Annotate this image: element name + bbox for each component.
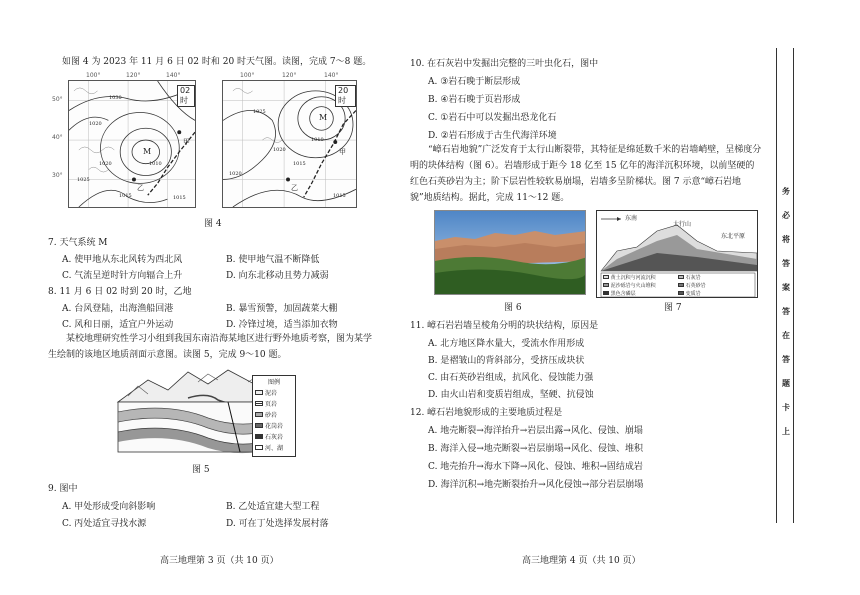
q10-stem: 10. 在石灰岩中发掘出完整的三叶虫化石，图中 [410, 59, 599, 69]
binding-line-left [776, 48, 777, 523]
binding-char: 答 [782, 306, 790, 316]
lon-label: 120° [126, 72, 141, 79]
map-time-label: 02时 [177, 85, 195, 107]
weather-map-02 [68, 80, 196, 208]
q11-option-b[interactable]: B. 是褶皱山的背斜部分，受挤压成块状 [428, 356, 585, 366]
fig7-caption: 图 7 [664, 303, 682, 313]
left-page-footer: 高三地理第 3 页（共 10 页） [160, 556, 279, 566]
q9-stem: 9. 图中 [48, 484, 78, 494]
taihang-label: 太行山 [673, 221, 692, 228]
q9-option-c[interactable]: C. 丙处适宜寻找水源 [62, 519, 147, 529]
q11-option-d[interactable]: D. 由火山岩和变质岩组成，坚硬、抗侵蚀 [428, 390, 594, 400]
isobar-label: 1015 [173, 195, 186, 201]
symbol-m: M [319, 113, 328, 122]
legend-item: 泥沙砾岩与火山堆积 [603, 282, 678, 289]
binding-char: 必 [782, 210, 790, 220]
legend-item: 黄土沉积与河流沉积 [603, 274, 678, 281]
lon-label: 140° [324, 72, 339, 79]
isobar-label: 1020 [273, 147, 286, 153]
legend-item: 泥岩 [255, 388, 293, 397]
q11-stem: 11. 嶂石岩岩墙呈棱角分明的块状结构，原因是 [410, 321, 599, 331]
isobar-label: 1020 [229, 171, 242, 177]
isobar-label: 1030 [109, 95, 122, 101]
isobar-label: 1025 [253, 109, 266, 115]
symbol-m: M [143, 147, 152, 156]
q8-stem: 8. 11 月 6 日 02 时到 20 时，乙地 [48, 287, 192, 297]
legend-item: 变质岩 [678, 290, 753, 297]
binding-char: 在 [782, 330, 790, 340]
symbol-yi: 乙 [291, 184, 298, 192]
plain-label: 东北平原 [721, 233, 746, 240]
q9-option-d[interactable]: D. 可在丁处选择发展村落 [226, 519, 329, 529]
symbol-jia: 甲 [339, 148, 346, 156]
isobar-label: 1010 [311, 137, 324, 143]
q7-option-a[interactable]: A. 使甲地从东北风转为西北风 [62, 255, 183, 265]
lat-label: 40° [52, 134, 63, 141]
fig7-section [596, 210, 758, 298]
q10-option-a[interactable]: A. ③岩石晚于断层形成 [428, 77, 521, 87]
q10-option-b[interactable]: B. ④岩石晚于页岩形成 [428, 95, 521, 105]
right-page-footer: 高三地理第 4 页（共 10 页） [522, 556, 641, 566]
q7-option-c[interactable]: C. 气流呈逆时针方向辐合上升 [62, 271, 183, 281]
lon-label: 140° [166, 72, 181, 79]
q12-option-d[interactable]: D. 海洋沉积→地壳断裂抬升→风化侵蚀→部分岩层崩塌 [428, 480, 644, 490]
lat-label: 30° [52, 172, 63, 179]
q10-option-c[interactable]: C. ①岩石中可以发掘出恐龙化石 [428, 113, 557, 123]
fig6-caption: 图 6 [504, 303, 522, 313]
q8-option-a[interactable]: A. 台风登陆，出海渔船回港 [62, 304, 174, 314]
binding-line-right [793, 48, 794, 523]
isobar-label: 1015 [119, 193, 132, 199]
fig5-caption: 图 5 [192, 465, 210, 475]
isobar-label: 1010 [149, 161, 162, 167]
binding-char: 答 [782, 258, 790, 268]
fig7-legend [603, 274, 753, 297]
q11-option-a[interactable]: A. 北方地区降水量大，受流水作用形成 [428, 339, 585, 349]
binding-char: 案 [782, 282, 790, 292]
q10-option-d[interactable]: D. ②岩石形成于古生代海洋环境 [428, 131, 557, 141]
lon-label: 120° [282, 72, 297, 79]
legend-item: 石英砂岩 [678, 282, 753, 289]
weather-map-20 [222, 80, 357, 208]
binding-char: 卡 [782, 402, 790, 412]
fig4-caption: 图 4 [204, 219, 222, 229]
binding-char: 务 [782, 186, 790, 196]
legend-item: 花岗岩 [255, 421, 293, 430]
q12-option-b[interactable]: B. 海洋入侵→地壳断裂→岩层崩塌→风化、侵蚀、堆积 [428, 444, 643, 454]
legend-item: 黑色含磷层 [603, 290, 678, 297]
isobar-label: 1020 [89, 121, 102, 127]
lat-label: 50° [52, 96, 63, 103]
symbol-jia: 甲 [183, 138, 190, 146]
legend-item: 砂岩 [255, 410, 293, 419]
q11-option-c[interactable]: C. 由石英砂岩组成，抗风化、侵蚀能力强 [428, 373, 594, 383]
symbol-yi: 乙 [137, 184, 144, 192]
isobar-label: 1020 [99, 161, 112, 167]
fig5-legend [252, 375, 296, 457]
q9-option-b[interactable]: B. 乙处适宜建大型工程 [226, 502, 320, 512]
q7-option-d[interactable]: D. 向东北移动且势力减弱 [226, 271, 329, 281]
binding-char: 答 [782, 354, 790, 364]
legend-item: 河、湖 [255, 443, 293, 452]
intro-q11-12: “嶂石岩地貌”广泛发育于太行山断裂带，其特征是绵延数千米的岩墙峭壁，呈梯度分明的块体结构（图 6）。岩墙形成于距今 18 亿至 15 亿年的海洋沉积环境，以前坚硬的红色石英砂岩为主；阶下层岩性较软易崩塌，岩墙多呈阶梯状。图 7 示意“嶂石岩地貌”地质结构。据此，完成 11～12 题。 [410, 145, 762, 203]
binding-char: 上 [782, 426, 790, 436]
q8-option-c[interactable]: C. 风和日丽，适宜户外运动 [62, 320, 174, 330]
q12-option-c[interactable]: C. 地壳抬升→海水下降→风化、侵蚀、堆积→固结成岩 [428, 462, 643, 472]
legend-item: 石灰岩 [255, 432, 293, 441]
q9-option-a[interactable]: A. 甲处形成受向斜影响 [62, 502, 156, 512]
binding-char: 将 [782, 234, 790, 244]
q7-stem: 7. 天气系统 M [48, 238, 108, 248]
intro-q7-8: 如图 4 为 2023 年 11 月 6 日 02 时和 20 时天气图。读图，完成 7～8 题。 [62, 57, 372, 67]
isobar-label: 1015 [293, 161, 306, 167]
q12-stem: 12. 嶂石岩地貌形成的主要地质过程是 [410, 408, 563, 418]
fig6-photo [434, 210, 586, 295]
isobar-label: 1025 [77, 177, 90, 183]
q12-option-a[interactable]: A. 地壳断裂→海洋抬升→岩层出露→风化、侵蚀、崩塌 [428, 426, 643, 436]
legend-item: 石灰岩 [678, 274, 753, 281]
legend-title: 图例 [267, 379, 280, 386]
binding-char: 题 [782, 378, 790, 388]
fig6-photo-drawing [435, 211, 586, 295]
legend-item: 页岩 [255, 399, 293, 408]
lon-label: 100° [86, 72, 101, 79]
lon-label: 100° [240, 72, 255, 79]
intro-q9-10: 某校地理研究性学习小组到我国东南沿海某地区进行野外地质考察，图为某学生绘制的该地区地质剖面示意图。读图 5，完成 9～10 题。 [48, 334, 373, 360]
direction-label: 东南 [625, 215, 638, 222]
q8-option-b[interactable]: B. 暴雪预警，加固蔬菜大棚 [226, 304, 338, 314]
isobar-label: 1015 [333, 193, 346, 199]
q7-option-b[interactable]: B. 使甲地气温不断降低 [226, 255, 320, 265]
q8-option-d[interactable]: D. 冷锋过境，适当添加衣物 [226, 320, 338, 330]
map-time-label: 20时 [335, 85, 356, 107]
